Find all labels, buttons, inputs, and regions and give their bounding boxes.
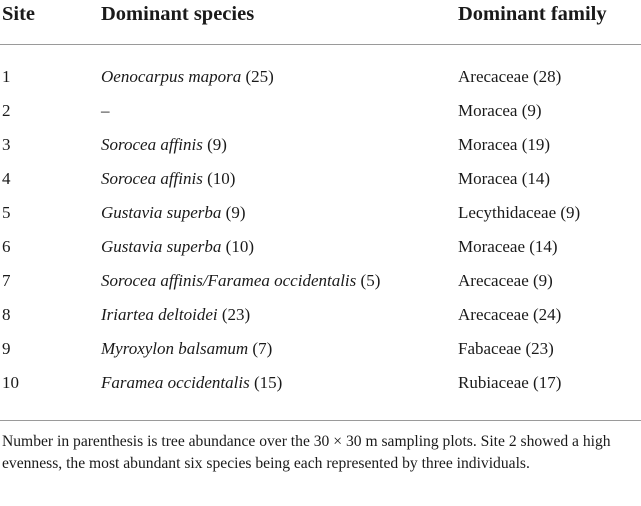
cell-site: 10 [2, 373, 19, 392]
cell-site: 2 [2, 101, 11, 120]
species-abundance: (9) [202, 135, 227, 154]
species-name: Myroxylon balsamum [101, 339, 249, 358]
cell-site: 8 [2, 305, 11, 324]
cell-family: Arecaceae (9) [458, 271, 553, 290]
table-row [0, 67, 641, 101]
cell-species [101, 339, 272, 359]
species-name: – [101, 101, 110, 120]
species-name: Gustavia superba [101, 237, 222, 256]
table-bottom-rule [0, 420, 641, 421]
cell-site: 7 [2, 271, 11, 290]
species-name: Oenocarpus mapora [101, 67, 242, 86]
cell-family: Moracea (14) [458, 169, 551, 188]
cell-family: Rubiaceae (17) [458, 373, 562, 392]
table-footnote: Number in parenthesis is tree abundance over the 30 × 30 m sampling plots. Site 2 showed a high evenness, the most abundant six species being each represented by three individuals. [2, 433, 611, 472]
cell-family: Arecaceae (24) [458, 305, 562, 324]
cell-site: 5 [2, 203, 11, 222]
species-name: Gustavia superba [101, 203, 222, 222]
species-abundance: (7) [248, 339, 273, 358]
table-row [0, 237, 641, 271]
table-row [0, 305, 641, 339]
cell-site: 1 [2, 67, 11, 86]
table-row [0, 101, 641, 135]
table-row [0, 271, 641, 305]
species-abundance: (10) [202, 169, 236, 188]
cell-site: 3 [2, 135, 11, 154]
cell-species [101, 169, 235, 189]
cell-family: Lecythidaceae (9) [458, 203, 581, 222]
table-row [0, 339, 641, 373]
header-dominant-species: Dominant species [101, 3, 255, 25]
cell-species [101, 67, 274, 87]
table-row [0, 135, 641, 169]
cell-family: Arecaceae (28) [458, 67, 562, 86]
species-abundance: (5) [356, 271, 381, 290]
species-abundance: (25) [241, 67, 274, 86]
table-row [0, 373, 641, 407]
table-header-row [0, 0, 641, 45]
cell-family: Moraceae (14) [458, 237, 558, 256]
cell-site: 9 [2, 339, 11, 358]
cell-family: Moracea (9) [458, 101, 542, 120]
species-abundance: (10) [221, 237, 254, 256]
cell-species [101, 101, 110, 121]
table-body [0, 45, 641, 421]
table-row [0, 169, 641, 203]
cell-site: 4 [2, 169, 11, 188]
species-abundance: (23) [217, 305, 251, 324]
species-name: Sorocea affinis/Faramea occidentalis [101, 271, 357, 290]
cell-species [101, 305, 250, 325]
species-name: Sorocea affinis [101, 169, 203, 188]
species-name: Sorocea affinis [101, 135, 203, 154]
species-abundance: (9) [221, 203, 246, 222]
cell-species [101, 373, 282, 393]
table-row [0, 203, 641, 237]
cell-site: 6 [2, 237, 11, 256]
cell-species [101, 203, 246, 223]
cell-species [101, 237, 254, 257]
cell-family: Fabaceae (23) [458, 339, 554, 358]
cell-family: Moracea (19) [458, 135, 551, 154]
cell-species [101, 271, 380, 291]
cell-species [101, 135, 227, 155]
header-site: Site [2, 3, 36, 25]
species-name: Iriartea deltoidei [101, 305, 218, 324]
header-dominant-family: Dominant family [458, 3, 607, 25]
species-name: Faramea occidentalis [101, 373, 250, 392]
species-abundance: (15) [249, 373, 283, 392]
